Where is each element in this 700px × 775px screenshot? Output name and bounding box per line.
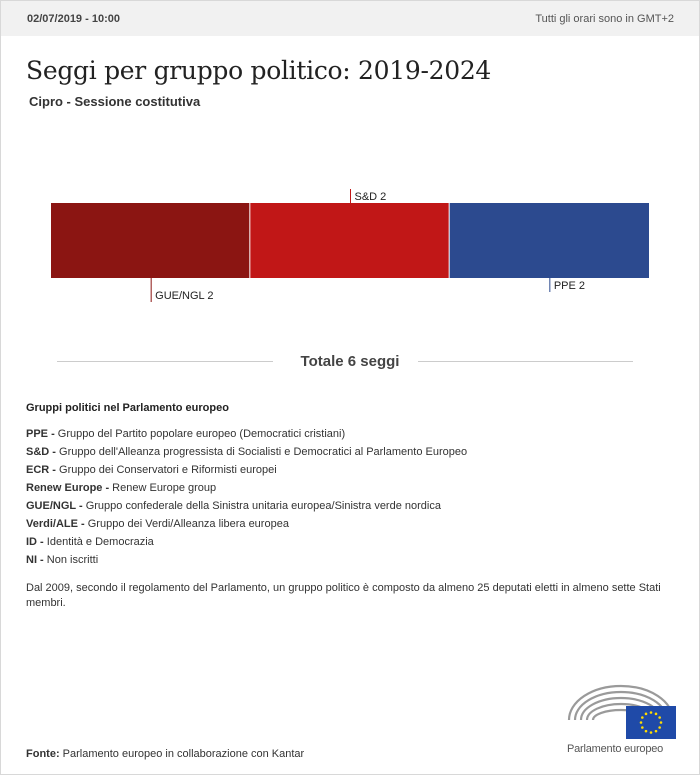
timezone-note: Tutti gli orari sono in GMT+2 [535, 13, 674, 25]
flag-star-icon [660, 721, 663, 724]
rules-note: Dal 2009, secondo il regolamento del Parlamento, un gruppo politico è composto da almeno 25 deputati eletti in almeno sette Stati membri. [26, 582, 661, 609]
legend-desc: Gruppo dell'Alleanza progressista di Socialisti e Democratici al Parlamento Europeo [55, 446, 468, 458]
eu-flag-icon [626, 706, 676, 739]
source-text: Parlamento europeo in collaborazione con Kantar [59, 748, 305, 760]
bar-segment [450, 203, 649, 278]
legend-abbr: NI - [26, 554, 44, 566]
flag-star-icon [640, 721, 643, 724]
flag-star-icon [641, 716, 644, 719]
total-seats: Totale 6 seggi [300, 353, 400, 370]
legend-desc: Non iscritti [43, 554, 99, 566]
logo-text: Parlamento europeo [567, 743, 664, 755]
flag-star-icon [658, 726, 661, 729]
bar-label: PPE 2 [553, 280, 586, 292]
legend-title: Gruppi politici nel Parlamento europeo [26, 402, 229, 414]
total-divider-right [418, 361, 633, 362]
bar-segment [250, 203, 448, 278]
legend-abbr: GUE/NGL - [26, 500, 83, 512]
flag-star-icon [650, 711, 653, 714]
legend-abbr: Renew Europe - [26, 482, 110, 494]
legend-abbr: S&D - [26, 446, 56, 458]
legend-desc: Gruppo dei Conservatori e Riformisti europei [55, 464, 277, 476]
legend-item [26, 553, 467, 571]
legend-desc: Identità e Democrazia [43, 536, 154, 548]
source-label: Fonte: [26, 748, 60, 760]
flag-star-icon [655, 713, 658, 716]
bar-segment [51, 203, 249, 278]
legend-item [26, 427, 467, 445]
seat-chart [0, 180, 700, 315]
page-subtitle: Cipro - Sessione costitutiva [29, 94, 201, 109]
legend-item [26, 517, 467, 535]
legend-abbr: ECR - [26, 464, 56, 476]
legend-desc: Renew Europe group [109, 482, 217, 494]
page-title: Seggi per gruppo politico: 2019-2024 [26, 56, 492, 85]
flag-star-icon [658, 716, 661, 719]
legend-item [26, 535, 467, 553]
source [26, 748, 304, 760]
legend-desc: Gruppo confederale della Sinistra unitaria europea/Sinistra verde nordica [82, 500, 441, 512]
flag-star-icon [650, 731, 653, 734]
legend-abbr: PPE - [26, 428, 55, 440]
legend-list [26, 427, 467, 571]
top-bar [1, 1, 699, 36]
legend-item [26, 445, 467, 463]
bar-label: GUE/NGL 2 [155, 290, 214, 302]
bar-label: S&D 2 [354, 191, 387, 203]
legend-desc: Gruppo del Partito popolare europeo (Democratici cristiani) [54, 428, 346, 440]
legend-desc: Gruppo dei Verdi/Alleanza libera europea [84, 518, 289, 530]
flag-star-icon [645, 713, 648, 716]
legend-item [26, 499, 467, 517]
legend-item [26, 481, 467, 499]
datetime: 02/07/2019 - 10:00 [27, 13, 120, 25]
legend-abbr: Verdi/ALE - [26, 518, 85, 530]
flag-star-icon [641, 726, 644, 729]
flag-star-icon [655, 730, 658, 733]
legend-item [26, 463, 467, 481]
legend-abbr: ID - [26, 536, 44, 548]
flag-star-icon [645, 730, 648, 733]
